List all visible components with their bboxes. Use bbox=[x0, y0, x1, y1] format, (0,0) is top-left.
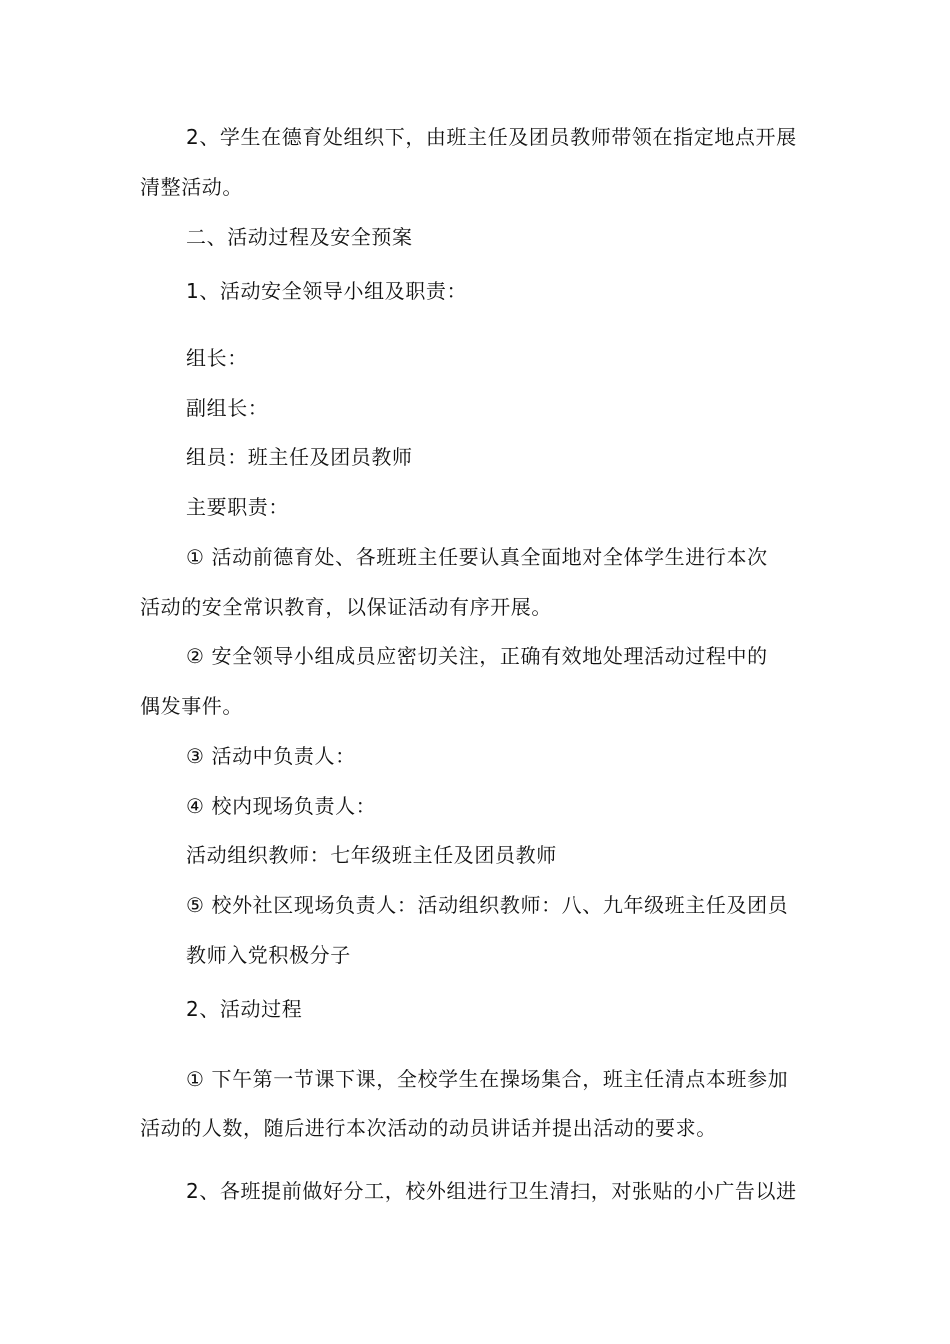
section-heading: 二、活动过程及安全预案 bbox=[186, 225, 413, 249]
paragraph-line: 清整活动。 bbox=[140, 175, 243, 199]
paragraph-line: 活动的人数，随后进行本次活动的动员讲话并提出活动的要求。 bbox=[140, 1116, 717, 1140]
paragraph-line: ③ 活动中负责人： bbox=[186, 744, 356, 768]
paragraph-line: ② 安全领导小组成员应密切关注，正确有效地处理活动过程中的 bbox=[186, 644, 768, 668]
paragraph-line: 偶发事件。 bbox=[140, 694, 243, 718]
subsection-heading: 1、活动安全领导小组及职责： bbox=[186, 279, 468, 303]
paragraph-line: ① 下午第一节课下课，全校学生在操场集合，班主任清点本班参加 bbox=[186, 1067, 789, 1091]
paragraph-line: 组长： bbox=[186, 346, 248, 370]
paragraph-line: ④ 校内现场负责人： bbox=[186, 794, 377, 818]
paragraph-line: 2、各班提前做好分工，校外组进行卫生清扫，对张贴的小广告以进 bbox=[186, 1179, 797, 1203]
paragraph-line: 活动组织教师：七年级班主任及团员教师 bbox=[186, 843, 557, 867]
paragraph-line: 活动的安全常识教育，以保证活动有序开展。 bbox=[140, 595, 552, 619]
paragraph-line: 组员：班主任及团员教师 bbox=[186, 445, 413, 469]
paragraph-line: 2、学生在德育处组织下，由班主任及团员教师带领在指定地点开展 bbox=[186, 125, 797, 149]
subsection-heading: 2、活动过程 bbox=[186, 997, 303, 1021]
paragraph-line: 副组长： bbox=[186, 396, 269, 420]
paragraph-line: 主要职责： bbox=[186, 495, 289, 519]
paragraph-line: ① 活动前德育处、各班班主任要认真全面地对全体学生进行本次 bbox=[186, 545, 768, 569]
paragraph-line: 教师入党积极分子 bbox=[186, 943, 351, 967]
paragraph-line: ⑤ 校外社区现场负责人：活动组织教师：八、九年级班主任及团员 bbox=[186, 893, 789, 917]
